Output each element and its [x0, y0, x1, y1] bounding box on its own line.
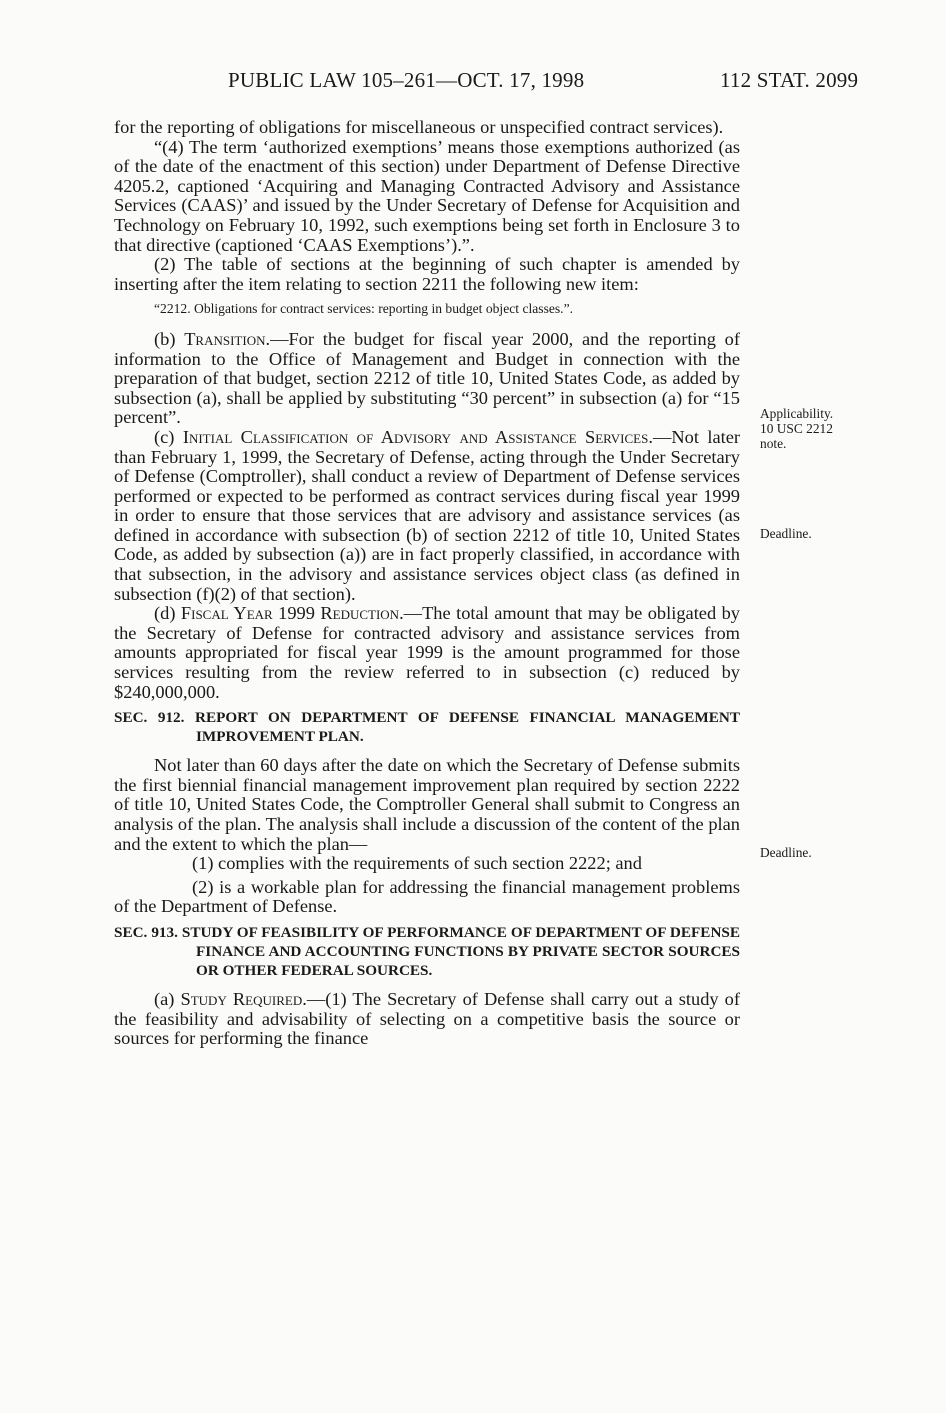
margin-note-deadline-912: Deadline.: [760, 845, 812, 860]
subsection-c: [114, 428, 740, 604]
margin-note-applicability: [760, 406, 860, 451]
subsection-b-heading: Transition: [184, 328, 266, 349]
section-912-paragraph: Not later than 60 days after the date on which the Secretary of Defense submits the first biennial financial management improvement plan required by section 2222 of title 10, United States Code, the Comptroller General shall submit to Congress an analysis of the plan. The analysis shall include a discussion of the content of the plan and the extent to which the plan—: [114, 755, 740, 854]
margin-note-applicability-label: Applicability.: [760, 406, 834, 421]
subsection-b-label: (b): [154, 328, 185, 349]
paragraph-continuation: for the reporting of obligations for miscellaneous or unspecified contract services).: [114, 117, 724, 137]
header-stat: 112 STAT. 2099: [720, 68, 859, 92]
section-912-heading: SEC. 912. REPORT ON DEPARTMENT OF DEFENSE FINANCIAL MANAGEMENT IMPROVEMENT PLAN.: [114, 709, 740, 746]
margin-note-usc: 10 USC 2212: [760, 421, 833, 436]
subsection-d-heading: Fiscal Year 1999 Reduction: [180, 603, 400, 624]
section-913-heading: SEC. 913. STUDY OF FEASIBILITY OF PERFORMANCE OF DEPARTMENT OF DEFENSE FINANCE AND ACCOUNTING FUNCTIONS BY PRIVATE SECTOR SOURCES OR OTHER FEDERAL SOURCES.: [114, 923, 740, 979]
subsection-c-heading: Initial Classification of Advisory and Assistance Services: [182, 426, 649, 447]
paragraph-table-amendment: (2) The table of sections at the beginning of such chapter is amended by inserting after the item relating to section 2211 the following new item:: [114, 254, 740, 294]
table-item: “2212. Obligations for contract services: reporting in budget object classes.”.: [154, 301, 574, 317]
header-title: PUBLIC LAW 105–261—OCT. 17, 1998: [228, 68, 585, 92]
body-text: [114, 118, 740, 1049]
section-913-subsection-a: [114, 990, 740, 1049]
section-912-item-1: (1) complies with the requirements of such section 2222; and: [192, 853, 642, 874]
subsection-d-label: (d): [154, 603, 181, 624]
subsection-b-text: .—For the budget for fiscal year 2000, and the reporting of information to the Office of Management and Budget in connection with the preparation of that budget, section 2212 of title 10, United States Code, as added by subsection (a), shall be applied by substituting “30 percent” in subsection (a) for “15 percent”.: [114, 328, 740, 428]
paragraph-definition-4: “(4) The term ‘authorized exemptions’ means those exemptions authorized (as of the date of the enactment of this section) under Department of Defense Directive 4205.2, captioned ‘Acquiring and Managing Contracted Advisory and Assistance Services (CAAS)’ and issued by the Under Secretary of Defense for Acquisition and Technology on February 10, 1992, such exemptions being set forth in Enclosure 3 to that directive (captioned ‘CAAS Exemptions’).”.: [114, 136, 740, 255]
subsection-c-text: .—Not later than February 1, 1999, the Secretary of Defense, acting through the Under Secretary of Defense (Comptroller), shall conduct a review of Department of Defense services performed or expected to be performed as contract services during fiscal year 1999 in order to ensure that those services that are advisory and assistance services (as defined in accordance with subsection (b) of section 2212 of title 10, United States Code, as added by subsection (a)) are in fact properly classified, in accordance with that subsection, in the advisory and assistance services object class (as defined in subsection (f)(2) of that section).: [114, 426, 741, 604]
subsection-b: [114, 330, 740, 428]
subsection-a-label: (a): [154, 988, 181, 1009]
page-header: [0, 68, 946, 98]
subsection-a-text: .—(1) The Secretary of Defense shall carry out a study of the feasibility and advisability of selecting on a competitive basis the source or sources for performing the finance: [114, 988, 741, 1049]
subsection-d: [114, 604, 740, 702]
subsection-a-heading: Study Required: [180, 988, 303, 1009]
margin-note-deadline-c: Deadline.: [760, 526, 812, 541]
margin-note-note: note.: [760, 436, 787, 451]
subsection-d-text: .—The total amount that may be obligated by the Secretary of Defense for contracted advisory and assistance services from amounts appropriated for fiscal year 1999 is the amount programmed for those services resulting from the review referred to in subsection (c) reduced by $240,000,000.: [114, 603, 740, 702]
section-912-item-2: (2) is a workable plan for addressing the financial management problems of the Department of Defense.: [114, 876, 740, 917]
subsection-c-label: (c): [154, 426, 183, 447]
